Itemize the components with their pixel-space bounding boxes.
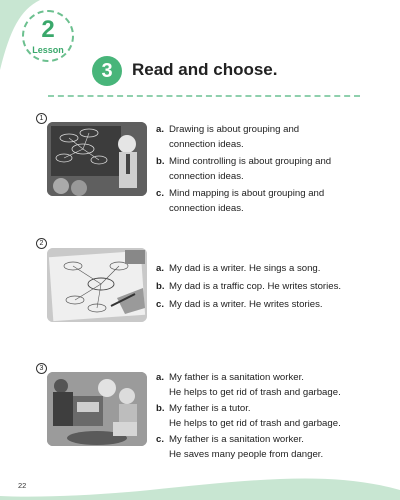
option-text: Mind controlling is about grouping and connection ideas. xyxy=(169,156,332,182)
option-text: My father is a tutor. He helps to get rid of trash and garbage. xyxy=(169,403,341,429)
question-1-option-c[interactable] xyxy=(156,186,324,216)
question-2-option-a[interactable] xyxy=(156,261,320,276)
question-3-option-c[interactable] xyxy=(156,432,323,462)
lesson-number: 2 xyxy=(41,16,55,43)
option-text: My dad is a writer. He writes stories. xyxy=(169,299,323,310)
option-letter: b. xyxy=(156,403,165,414)
question-2-image xyxy=(47,248,147,322)
option-letter: b. xyxy=(156,156,165,167)
option-text: My father is a sanitation worker. He helps to get rid of trash and garbage. xyxy=(169,372,341,398)
option-text: My dad is a writer. He sings a song. xyxy=(169,263,321,274)
option-letter: a. xyxy=(156,372,165,383)
activity-title: Read and choose. xyxy=(132,60,278,79)
question-1-option-a[interactable] xyxy=(156,122,299,152)
option-letter: a. xyxy=(156,124,165,135)
option-letter: c. xyxy=(156,188,165,199)
option-letter: c. xyxy=(156,299,165,310)
question-number-3: 3 xyxy=(36,363,47,374)
question-1-option-b[interactable] xyxy=(156,154,331,184)
question-number-2: 2 xyxy=(36,238,47,249)
option-letter: c. xyxy=(156,434,165,445)
option-letter: b. xyxy=(156,281,165,292)
option-text: Drawing is about grouping and connection ideas. xyxy=(169,124,300,150)
option-text: My dad is a traffic cop. He writes stories. xyxy=(169,281,342,292)
question-1-image xyxy=(47,122,147,196)
option-text: Mind mapping is about grouping and connection ideas. xyxy=(169,188,325,214)
question-3-image xyxy=(47,372,147,446)
question-3-option-b[interactable] xyxy=(156,401,341,431)
lesson-label: Lesson xyxy=(32,45,64,55)
page-number: 22 xyxy=(18,481,27,490)
question-number-1: 1 xyxy=(36,113,47,124)
question-2-option-b[interactable] xyxy=(156,279,341,294)
question-3-option-a[interactable] xyxy=(156,370,341,400)
title-divider xyxy=(48,95,360,97)
activity-number: 3 xyxy=(92,56,122,86)
question-2-option-c[interactable] xyxy=(156,297,323,312)
option-letter: a. xyxy=(156,263,165,274)
option-text: My father is a sanitation worker. He saves many people from danger. xyxy=(169,434,324,460)
lesson-badge xyxy=(22,10,74,62)
